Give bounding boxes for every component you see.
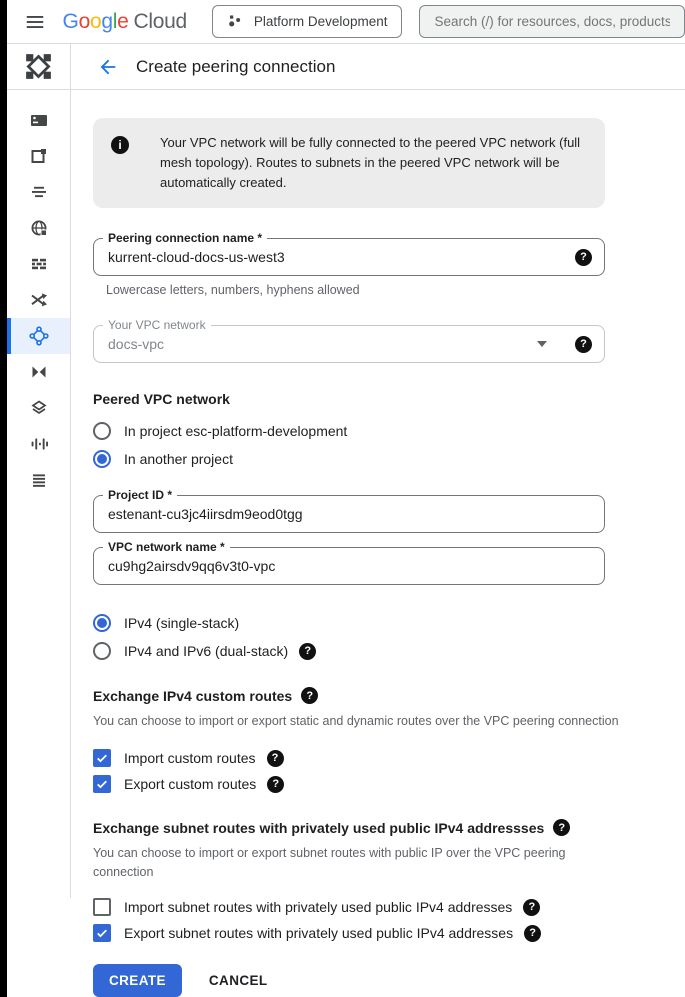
logo-cloud-text: Cloud [133, 9, 187, 33]
search-input[interactable] [434, 14, 670, 29]
peering-name-helper-text: Lowercase letters, numbers, hyphens allowed [106, 283, 360, 297]
checkbox-checked-icon[interactable] [93, 775, 111, 793]
window-edge-strip [0, 0, 7, 997]
logo-letter: l [112, 9, 118, 33]
sidebar-item-shared-vpc[interactable] [7, 354, 70, 390]
sidebar-item-vpc-networks[interactable] [7, 102, 70, 138]
page-title: Create peering connection [136, 56, 336, 76]
packet-mirroring-icon [29, 434, 49, 454]
project-selector-button[interactable] [212, 5, 403, 38]
import-custom-routes-row[interactable]: Import custom routes ? [93, 745, 605, 771]
sidebar-item-bring-your-own-ip[interactable] [7, 174, 70, 210]
radio-selected-icon[interactable] [93, 450, 111, 468]
sidebar-nav [7, 90, 70, 498]
page-header [71, 44, 685, 90]
top-app-bar [7, 0, 685, 44]
hamburger-icon [24, 11, 46, 33]
export-subnet-routes-help-icon[interactable]: ? [524, 925, 541, 942]
import-custom-routes-help-icon[interactable]: ? [267, 750, 284, 767]
project-icon [227, 13, 244, 30]
your-vpc-network-help-icon[interactable]: ? [575, 336, 592, 353]
network-list-icon [29, 470, 49, 490]
peered-vpc-network-heading: Peered VPC network [93, 391, 230, 407]
create-button[interactable]: CREATE [93, 964, 182, 997]
peering-connection-name-input[interactable] [108, 249, 575, 265]
vpc-network-product-icon [25, 53, 52, 80]
logo-letter: o [78, 9, 90, 33]
your-vpc-network-select[interactable] [93, 318, 605, 363]
info-banner-text: Your VPC network will be fully connected to the peered VPC network (full mesh topology). Routes to subnets in the peered VPC network will be automatically created. [160, 135, 581, 190]
vpc-network-name-label: VPC network name * [103, 540, 230, 554]
logo-letter: G [62, 9, 79, 33]
radio-ipv4-ipv6-dual-stack[interactable]: IPv4 and IPv6 (dual-stack) ? [93, 637, 605, 665]
vpc-network-peering-icon [29, 326, 49, 346]
custom-routes-description: You can choose to import or export static and dynamic routes over the VPC peering connection [93, 714, 619, 728]
project-selector-label: Platform Development [253, 14, 388, 29]
your-vpc-network-value: docs-vpc [108, 336, 165, 352]
subnet-routes-heading: Exchange subnet routes with privately used public IPv4 addressses ? [93, 819, 605, 836]
vpc-network-name-field[interactable] [93, 540, 605, 585]
radio-in-another-project[interactable]: In another project [93, 445, 605, 473]
your-vpc-network-label: Your VPC network [103, 318, 211, 332]
firewall-rules-icon [29, 254, 49, 274]
serverless-vpc-access-icon [29, 398, 49, 418]
import-subnet-routes-help-icon[interactable]: ? [523, 899, 540, 916]
sidebar-item-firewall-globe[interactable] [7, 210, 70, 246]
google-cloud-logo[interactable] [63, 10, 187, 34]
global-search-bar[interactable] [419, 5, 685, 38]
logo-letter: o [89, 9, 102, 33]
checkbox-unchecked-icon[interactable] [93, 898, 111, 916]
export-custom-routes-help-icon[interactable]: ? [267, 776, 284, 793]
sidebar-item-packet-mirroring[interactable] [7, 426, 70, 462]
peering-name-help-icon[interactable]: ? [575, 249, 592, 266]
active-item-indicator [7, 318, 11, 354]
checkbox-checked-icon[interactable] [93, 924, 111, 942]
radio-unselected-icon[interactable] [93, 422, 111, 440]
subnet-routes-description: You can choose to import or export subnet routes with public IP over the VPC peering connection [93, 846, 566, 879]
radio-in-project[interactable]: In project esc-platform-development [93, 417, 605, 445]
custom-routes-heading: Exchange IPv4 custom routes ? [93, 687, 605, 704]
shared-vpc-icon [29, 362, 49, 382]
sidebar-item-serverless-vpc-access[interactable] [7, 390, 70, 426]
sidebar-item-routes[interactable] [7, 282, 70, 318]
info-banner [93, 118, 605, 208]
hamburger-menu-button[interactable] [23, 9, 47, 35]
dual-stack-help-icon[interactable]: ? [299, 643, 316, 660]
chevron-down-icon [537, 341, 547, 347]
sidebar-item-vpc-network-peering[interactable] [7, 318, 70, 354]
import-subnet-routes-row[interactable]: Import subnet routes with privately used public IPv4 addresses ? [93, 894, 605, 920]
cancel-button[interactable]: CANCEL [208, 973, 268, 988]
export-subnet-routes-row[interactable]: Export subnet routes with privately used public IPv4 addresses ? [93, 920, 605, 946]
radio-selected-icon[interactable] [93, 614, 111, 632]
form-actions [93, 964, 605, 997]
back-arrow-icon [97, 56, 119, 78]
sidebar-item-ip-addresses[interactable] [7, 138, 70, 174]
project-id-input[interactable] [108, 506, 592, 522]
vpc-networks-icon [29, 110, 49, 130]
export-custom-routes-row[interactable]: Export custom routes ? [93, 771, 605, 797]
vpc-network-sidebar [7, 44, 71, 898]
sidebar-item-network-list[interactable] [7, 462, 70, 498]
subnet-routes-help-icon[interactable]: ? [553, 819, 570, 836]
logo-letter: e [117, 9, 129, 33]
radio-ipv4-single-stack[interactable]: IPv4 (single-stack) [93, 609, 605, 637]
info-icon: i [111, 136, 129, 154]
project-id-label: Project ID * [103, 488, 177, 502]
project-id-field[interactable] [93, 488, 605, 533]
bring-your-own-ip-icon [29, 182, 49, 202]
radio-unselected-icon[interactable] [93, 642, 111, 660]
routes-icon [29, 290, 49, 310]
vpc-network-name-input[interactable] [108, 558, 592, 574]
peering-connection-name-field[interactable] [93, 231, 605, 276]
firewall-globe-icon [29, 218, 49, 238]
back-button[interactable] [95, 54, 121, 80]
peering-connection-name-label: Peering connection name * [103, 231, 267, 245]
sidebar-item-firewall[interactable] [7, 246, 70, 282]
checkbox-checked-icon[interactable] [93, 749, 111, 767]
custom-routes-help-icon[interactable]: ? [301, 687, 318, 704]
sidebar-product-header [7, 44, 70, 90]
ip-addresses-icon [29, 146, 49, 166]
logo-letter: g [101, 9, 113, 33]
